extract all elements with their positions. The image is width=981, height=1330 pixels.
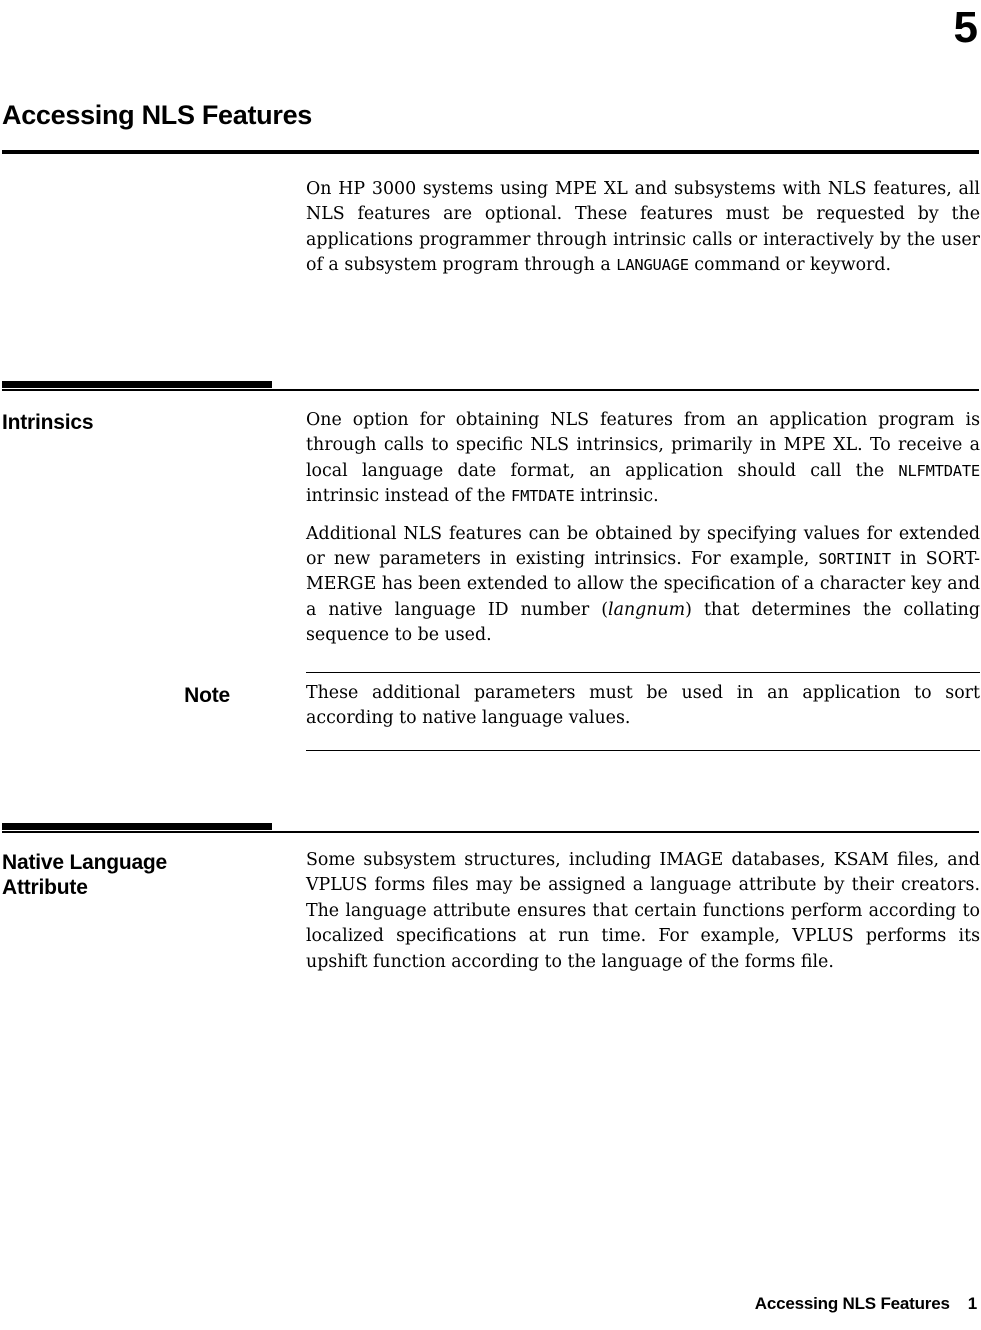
section-intrinsics-body <box>306 408 980 649</box>
intrinsics-p2-part1: Additional NLS features can be obtained by specifying values for extended or new parameters in existing intrinsics. For example, <box>306 523 980 570</box>
intrinsics-paragraph-2 <box>306 522 980 649</box>
section-nla-left-rule <box>2 823 272 830</box>
intrinsics-paragraph-1 <box>306 408 980 510</box>
section-nla-rule <box>2 831 979 833</box>
intrinsics-p1-part2: intrinsic instead of the <box>306 486 512 507</box>
intrinsics-p2-part2: in SORT-MERGE has been extended to allow the specification of a character key and a native language ID number ( <box>306 549 980 620</box>
intrinsics-p1-part1: One option for obtaining NLS features from an application program is through calls to specific NLS intrinsics, primarily in MPE XL. To receive a local language date format, an application should call the <box>306 410 980 481</box>
intro-code-language: LANGUAGE <box>616 256 689 275</box>
intro-text-part2: command or keyword. <box>688 255 892 276</box>
section-nla-body <box>306 848 980 975</box>
section-heading-line-2: Attribute <box>2 876 88 899</box>
section-intrinsics-rule <box>2 389 979 391</box>
note-top-rule <box>306 672 980 673</box>
nla-paragraph-1: Some subsystem structures, including IMAGE databases, KSAM files, and VPLUS forms files may be assigned a language attribute by their creators. The language attribute ensures that certain functions perform according to localized specifications at run time. For example, VPLUS performs its upshift function according to the language of the forms file. <box>306 850 980 972</box>
footer-title: Accessing NLS Features <box>754 1294 950 1313</box>
note-label: Note <box>184 684 230 707</box>
note-body <box>306 681 980 732</box>
intro-paragraph <box>306 177 980 279</box>
chapter-title-rule <box>2 150 979 154</box>
italic-langnum: langnum <box>608 599 686 620</box>
code-fmtdate: FMTDATE <box>511 487 575 506</box>
intrinsics-p1-part3: intrinsic. <box>574 486 659 507</box>
chapter-number: 5 <box>953 3 977 52</box>
chapter-title: Accessing NLS Features <box>2 100 313 130</box>
page-footer <box>755 1294 977 1314</box>
code-nlfmtdate: NLFMTDATE <box>898 461 980 480</box>
intro-text-part1: On HP 3000 systems using MPE XL and subsystems with NLS features, all NLS features are optional. These features must be requested by the applications programmer through intrinsic calls or interactively by the user of a subsystem program through a <box>306 179 980 276</box>
section-intrinsics-left-rule <box>2 381 272 388</box>
note-text: These additional parameters must be used in an application to sort according to native language values. <box>306 683 980 729</box>
section-heading-native-language-attribute <box>2 850 282 900</box>
note-bottom-rule <box>306 750 980 751</box>
footer-page-number: 1 <box>967 1294 977 1313</box>
code-sortinit: SORTINIT <box>818 550 891 569</box>
intrinsics-p2-part3: ) that determines the collating sequence to be used. <box>306 599 980 646</box>
section-heading-line-1: Native Language <box>2 851 168 874</box>
section-heading-intrinsics: Intrinsics <box>2 411 94 434</box>
